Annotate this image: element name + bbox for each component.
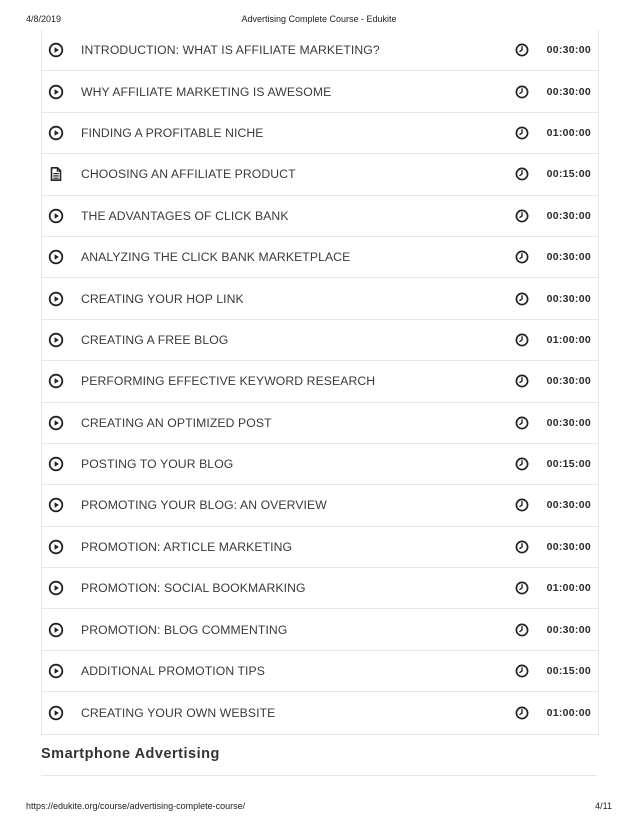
lesson-duration: 00:30:00 bbox=[546, 85, 591, 98]
lesson-row[interactable] bbox=[42, 71, 598, 112]
lesson-title[interactable]: INTRODUCTION: WHAT IS AFFILIATE MARKETING? bbox=[81, 43, 380, 58]
lesson-title[interactable]: PERFORMING EFFECTIVE KEYWORD RESEARCH bbox=[81, 374, 376, 389]
print-footer bbox=[26, 801, 612, 815]
lesson-row[interactable] bbox=[42, 609, 598, 650]
play-circle-icon bbox=[48, 415, 64, 431]
play-circle-icon bbox=[48, 456, 64, 472]
lesson-row[interactable] bbox=[42, 196, 598, 237]
lesson-title[interactable]: ANALYZING THE CLICK BANK MARKETPLACE bbox=[81, 250, 351, 265]
lesson-duration: 00:30:00 bbox=[546, 44, 591, 57]
lesson-title[interactable]: PROMOTION: ARTICLE MARKETING bbox=[81, 539, 293, 554]
clock-icon bbox=[515, 498, 529, 512]
clock-icon bbox=[515, 416, 529, 430]
play-circle-icon bbox=[48, 249, 64, 265]
play-circle-icon bbox=[48, 622, 64, 638]
lesson-title[interactable]: THE ADVANTAGES OF CLICK BANK bbox=[81, 208, 289, 223]
lesson-duration: 00:30:00 bbox=[546, 540, 591, 553]
lesson-duration: 01:00:00 bbox=[546, 333, 591, 346]
lesson-duration: 00:30:00 bbox=[546, 416, 591, 429]
lesson-row[interactable] bbox=[42, 113, 598, 154]
lesson-row[interactable] bbox=[42, 651, 598, 692]
lesson-title[interactable]: PROMOTION: SOCIAL BOOKMARKING bbox=[81, 581, 306, 596]
play-circle-icon bbox=[48, 580, 64, 596]
lesson-duration: 00:30:00 bbox=[546, 499, 591, 512]
clock-icon bbox=[515, 706, 529, 720]
lesson-title[interactable]: CREATING A FREE BLOG bbox=[81, 332, 229, 347]
lesson-title[interactable]: CHOOSING AN AFFILIATE PRODUCT bbox=[81, 167, 296, 182]
lesson-row[interactable] bbox=[42, 403, 598, 444]
clock-icon bbox=[515, 374, 529, 388]
lesson-duration: 01:00:00 bbox=[546, 582, 591, 595]
lesson-title[interactable]: FINDING A PROFITABLE NICHE bbox=[81, 125, 264, 140]
lesson-title[interactable]: POSTING TO YOUR BLOG bbox=[81, 457, 234, 472]
lesson-title[interactable]: ADDITIONAL PROMOTION TIPS bbox=[81, 664, 265, 679]
lesson-duration: 00:15:00 bbox=[546, 458, 591, 471]
section-divider bbox=[41, 775, 597, 776]
lesson-title[interactable]: PROMOTING YOUR BLOG: AN OVERVIEW bbox=[81, 498, 327, 513]
play-circle-icon bbox=[48, 539, 64, 555]
lesson-row[interactable] bbox=[42, 527, 598, 568]
print-url: https://edukite.org/course/advertising-complete-course/ bbox=[26, 801, 246, 811]
clock-icon bbox=[515, 43, 529, 57]
lesson-row[interactable] bbox=[42, 320, 598, 361]
lesson-row[interactable] bbox=[42, 154, 598, 195]
lesson-title[interactable]: CREATING AN OPTIMIZED POST bbox=[81, 415, 272, 430]
play-circle-icon bbox=[48, 663, 64, 679]
lesson-row[interactable] bbox=[42, 278, 598, 319]
lesson-duration: 00:30:00 bbox=[546, 251, 591, 264]
play-circle-icon bbox=[48, 373, 64, 389]
lesson-row[interactable] bbox=[42, 485, 598, 526]
play-circle-icon bbox=[48, 497, 64, 513]
lesson-duration: 00:30:00 bbox=[546, 292, 591, 305]
clock-icon bbox=[515, 292, 529, 306]
play-circle-icon bbox=[48, 84, 64, 100]
clock-icon bbox=[515, 126, 529, 140]
play-circle-icon bbox=[48, 332, 64, 348]
play-circle-icon bbox=[48, 208, 64, 224]
lesson-title[interactable]: CREATING YOUR HOP LINK bbox=[81, 291, 244, 306]
clock-icon bbox=[515, 250, 529, 264]
lesson-list bbox=[41, 30, 599, 735]
clock-icon bbox=[515, 209, 529, 223]
print-page-title: Advertising Complete Course - Edukite bbox=[241, 14, 397, 24]
clock-icon bbox=[515, 333, 529, 347]
play-circle-icon bbox=[48, 125, 64, 141]
lesson-row[interactable] bbox=[42, 30, 598, 71]
play-circle-icon bbox=[48, 291, 64, 307]
clock-icon bbox=[515, 540, 529, 554]
lesson-title[interactable]: PROMOTION: BLOG COMMENTING bbox=[81, 622, 288, 637]
lesson-duration: 00:30:00 bbox=[546, 209, 591, 222]
lesson-title[interactable]: WHY AFFILIATE MARKETING IS AWESOME bbox=[81, 84, 332, 99]
lesson-duration: 01:00:00 bbox=[546, 126, 591, 139]
play-circle-icon bbox=[48, 42, 64, 58]
lesson-duration: 01:00:00 bbox=[546, 706, 591, 719]
print-date: 4/8/2019 bbox=[26, 14, 62, 24]
section-heading[interactable]: Smartphone Advertising bbox=[41, 746, 220, 762]
clock-icon bbox=[515, 167, 529, 181]
lesson-row[interactable] bbox=[42, 692, 598, 733]
document-icon bbox=[48, 166, 64, 182]
lesson-duration: 00:15:00 bbox=[546, 168, 591, 181]
lesson-duration: 00:30:00 bbox=[546, 623, 591, 636]
clock-icon bbox=[515, 581, 529, 595]
clock-icon bbox=[515, 85, 529, 99]
clock-icon bbox=[515, 457, 529, 471]
lesson-row[interactable] bbox=[42, 361, 598, 402]
print-header bbox=[26, 14, 612, 28]
page-number: 4/11 bbox=[595, 801, 612, 811]
play-circle-icon bbox=[48, 705, 64, 721]
lesson-row[interactable] bbox=[42, 444, 598, 485]
clock-icon bbox=[515, 664, 529, 678]
lesson-duration: 00:30:00 bbox=[546, 375, 591, 388]
lesson-row[interactable] bbox=[42, 237, 598, 278]
lesson-row[interactable] bbox=[42, 568, 598, 609]
lesson-duration: 00:15:00 bbox=[546, 665, 591, 678]
lesson-title[interactable]: CREATING YOUR OWN WEBSITE bbox=[81, 705, 276, 720]
clock-icon bbox=[515, 623, 529, 637]
